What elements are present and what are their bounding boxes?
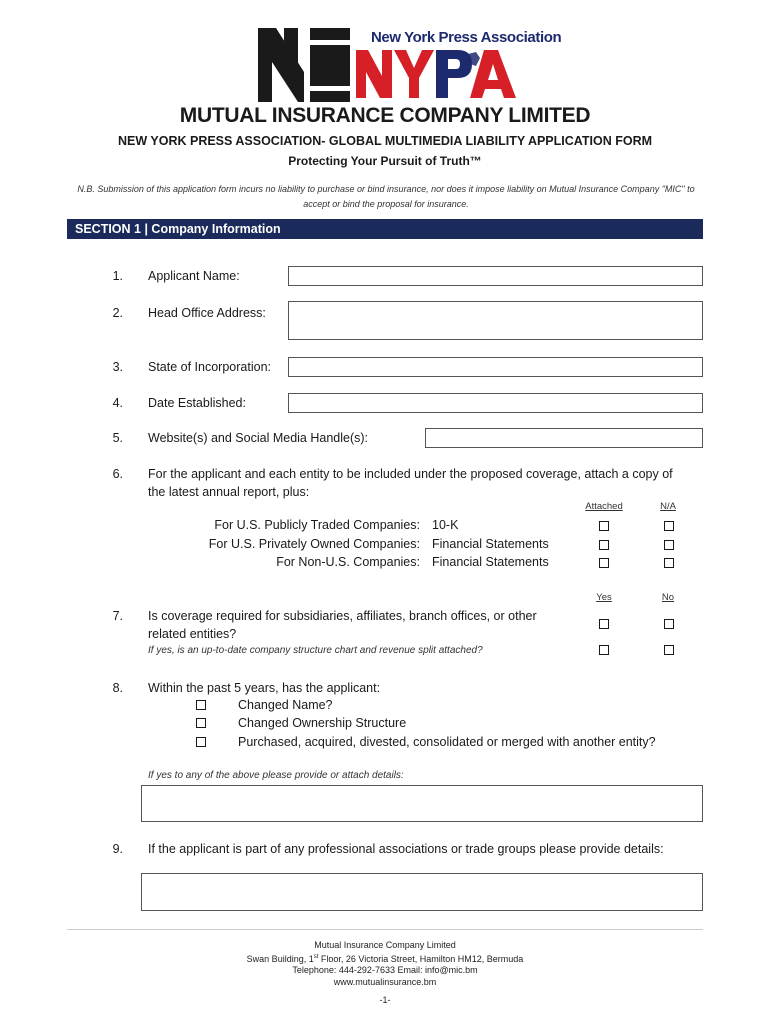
page-title: MUTUAL INSURANCE COMPANY LIMITED	[179, 104, 591, 127]
q8-details-field[interactable]	[141, 785, 703, 822]
disclaimer-line-2: accept or bind the proposal for insurance.	[303, 199, 469, 209]
checkbox-public-na[interactable]	[664, 521, 674, 531]
footer-address-sup: st	[313, 954, 319, 960]
option-merged: Purchased, acquired, divested, consolidated or merged with another entity?	[238, 735, 656, 749]
mi-logo	[258, 28, 350, 102]
option-changed-name: Changed Name?	[238, 698, 333, 712]
question-number: 8.	[112, 681, 123, 695]
checkbox-structure-no[interactable]	[664, 645, 674, 655]
page-number: -1-	[379, 995, 391, 1005]
checkbox-coverage-no[interactable]	[664, 619, 674, 629]
row-doc-public: 10-K	[432, 518, 459, 532]
tagline: Protecting Your Pursuit of Truth™	[288, 154, 482, 168]
checkbox-private-na[interactable]	[664, 540, 674, 550]
question-number: 1.	[112, 269, 123, 283]
checkbox-coverage-yes[interactable]	[599, 619, 609, 629]
question-7-subquestion: If yes, is an up-to-date company structure chart and revenue split attached?	[148, 645, 483, 656]
question-label: Applicant Name:	[148, 269, 240, 283]
footer-company: Mutual Insurance Company Limited	[314, 940, 456, 950]
row-label-non-us: For Non-U.S. Companies:	[276, 555, 420, 569]
section-1-header: SECTION 1 | Company Information	[67, 219, 703, 239]
footer-address-part-1: Swan Building, 1	[246, 954, 314, 964]
question-label: Head Office Address:	[148, 306, 266, 320]
checkbox-public-attached[interactable]	[599, 521, 609, 531]
column-header-yes: Yes	[596, 592, 612, 603]
checkbox-merged[interactable]	[196, 737, 206, 747]
checkbox-private-attached[interactable]	[599, 540, 609, 550]
row-label-public: For U.S. Publicly Traded Companies:	[214, 518, 420, 532]
row-doc-private: Financial Statements	[432, 537, 549, 551]
question-number: 2.	[112, 306, 123, 320]
footer-contact: Telephone: 444-292-7633 Email: info@mic.bm	[292, 965, 478, 975]
column-header-no: No	[661, 592, 675, 603]
row-label-private: For U.S. Privately Owned Companies:	[208, 537, 420, 551]
nypa-logo-text: New York Press Association	[371, 29, 562, 46]
question-number: 5.	[112, 431, 123, 445]
footer-divider	[67, 929, 703, 930]
q9-details-field[interactable]	[141, 873, 703, 911]
question-8-details-label: If yes to any of the above please provide or attach details:	[148, 770, 404, 781]
row-doc-non-us: Financial Statements	[432, 555, 549, 569]
question-6-line-2: the latest annual report, plus:	[148, 485, 310, 499]
form-subtitle: NEW YORK PRESS ASSOCIATION- GLOBAL MULTIMEDIA LIABILITY APPLICATION FORM	[117, 134, 653, 148]
checkbox-changed-ownership[interactable]	[196, 718, 206, 728]
nypa-logo	[352, 46, 528, 102]
question-number: 3.	[112, 360, 123, 374]
column-header-attached: Attached	[585, 501, 623, 512]
applicant-name-field[interactable]	[288, 266, 703, 286]
checkbox-non-us-na[interactable]	[664, 558, 674, 568]
question-label-line-1: Is coverage required for subsidiaries, affiliates, branch offices, or other	[148, 609, 537, 623]
footer-address-part-2: Floor, 26 Victoria Street, Hamilton HM12, Bermuda	[318, 954, 524, 964]
disclaimer	[64, 182, 708, 212]
question-label: Website(s) and Social Media Handle(s):	[148, 431, 369, 445]
question-number: 6.	[112, 467, 123, 481]
question-label: If the applicant is part of any professional associations or trade groups please provide details:	[148, 842, 664, 856]
question-7-line-2: related entities?	[148, 627, 237, 641]
head-office-address-field[interactable]	[288, 301, 703, 340]
website-social-field[interactable]	[425, 428, 703, 448]
disclaimer-line-1: N.B. Submission of this application form incurs no liability to purchase or bind insurance, nor does it impose liability on Mutual Insurance Company "MIC" to	[77, 184, 695, 194]
checkbox-structure-yes[interactable]	[599, 645, 609, 655]
date-established-field[interactable]	[288, 393, 703, 413]
column-header-na: N/A	[660, 501, 676, 512]
question-number: 7.	[112, 609, 123, 623]
question-label: Date Established:	[148, 396, 246, 410]
question-number: 4.	[112, 396, 123, 410]
checkbox-non-us-attached[interactable]	[599, 558, 609, 568]
question-number: 9.	[112, 842, 123, 856]
question-label: Within the past 5 years, has the applicant:	[148, 681, 381, 695]
checkbox-changed-name[interactable]	[196, 700, 206, 710]
question-label-line-1: For the applicant and each entity to be included under the proposed coverage, attach a copy of	[148, 467, 673, 481]
state-of-incorporation-field[interactable]	[288, 357, 703, 377]
question-label: State of Incorporation:	[148, 360, 271, 374]
option-changed-ownership: Changed Ownership Structure	[238, 716, 407, 730]
footer-website: www.mutualinsurance.bm	[333, 977, 437, 987]
